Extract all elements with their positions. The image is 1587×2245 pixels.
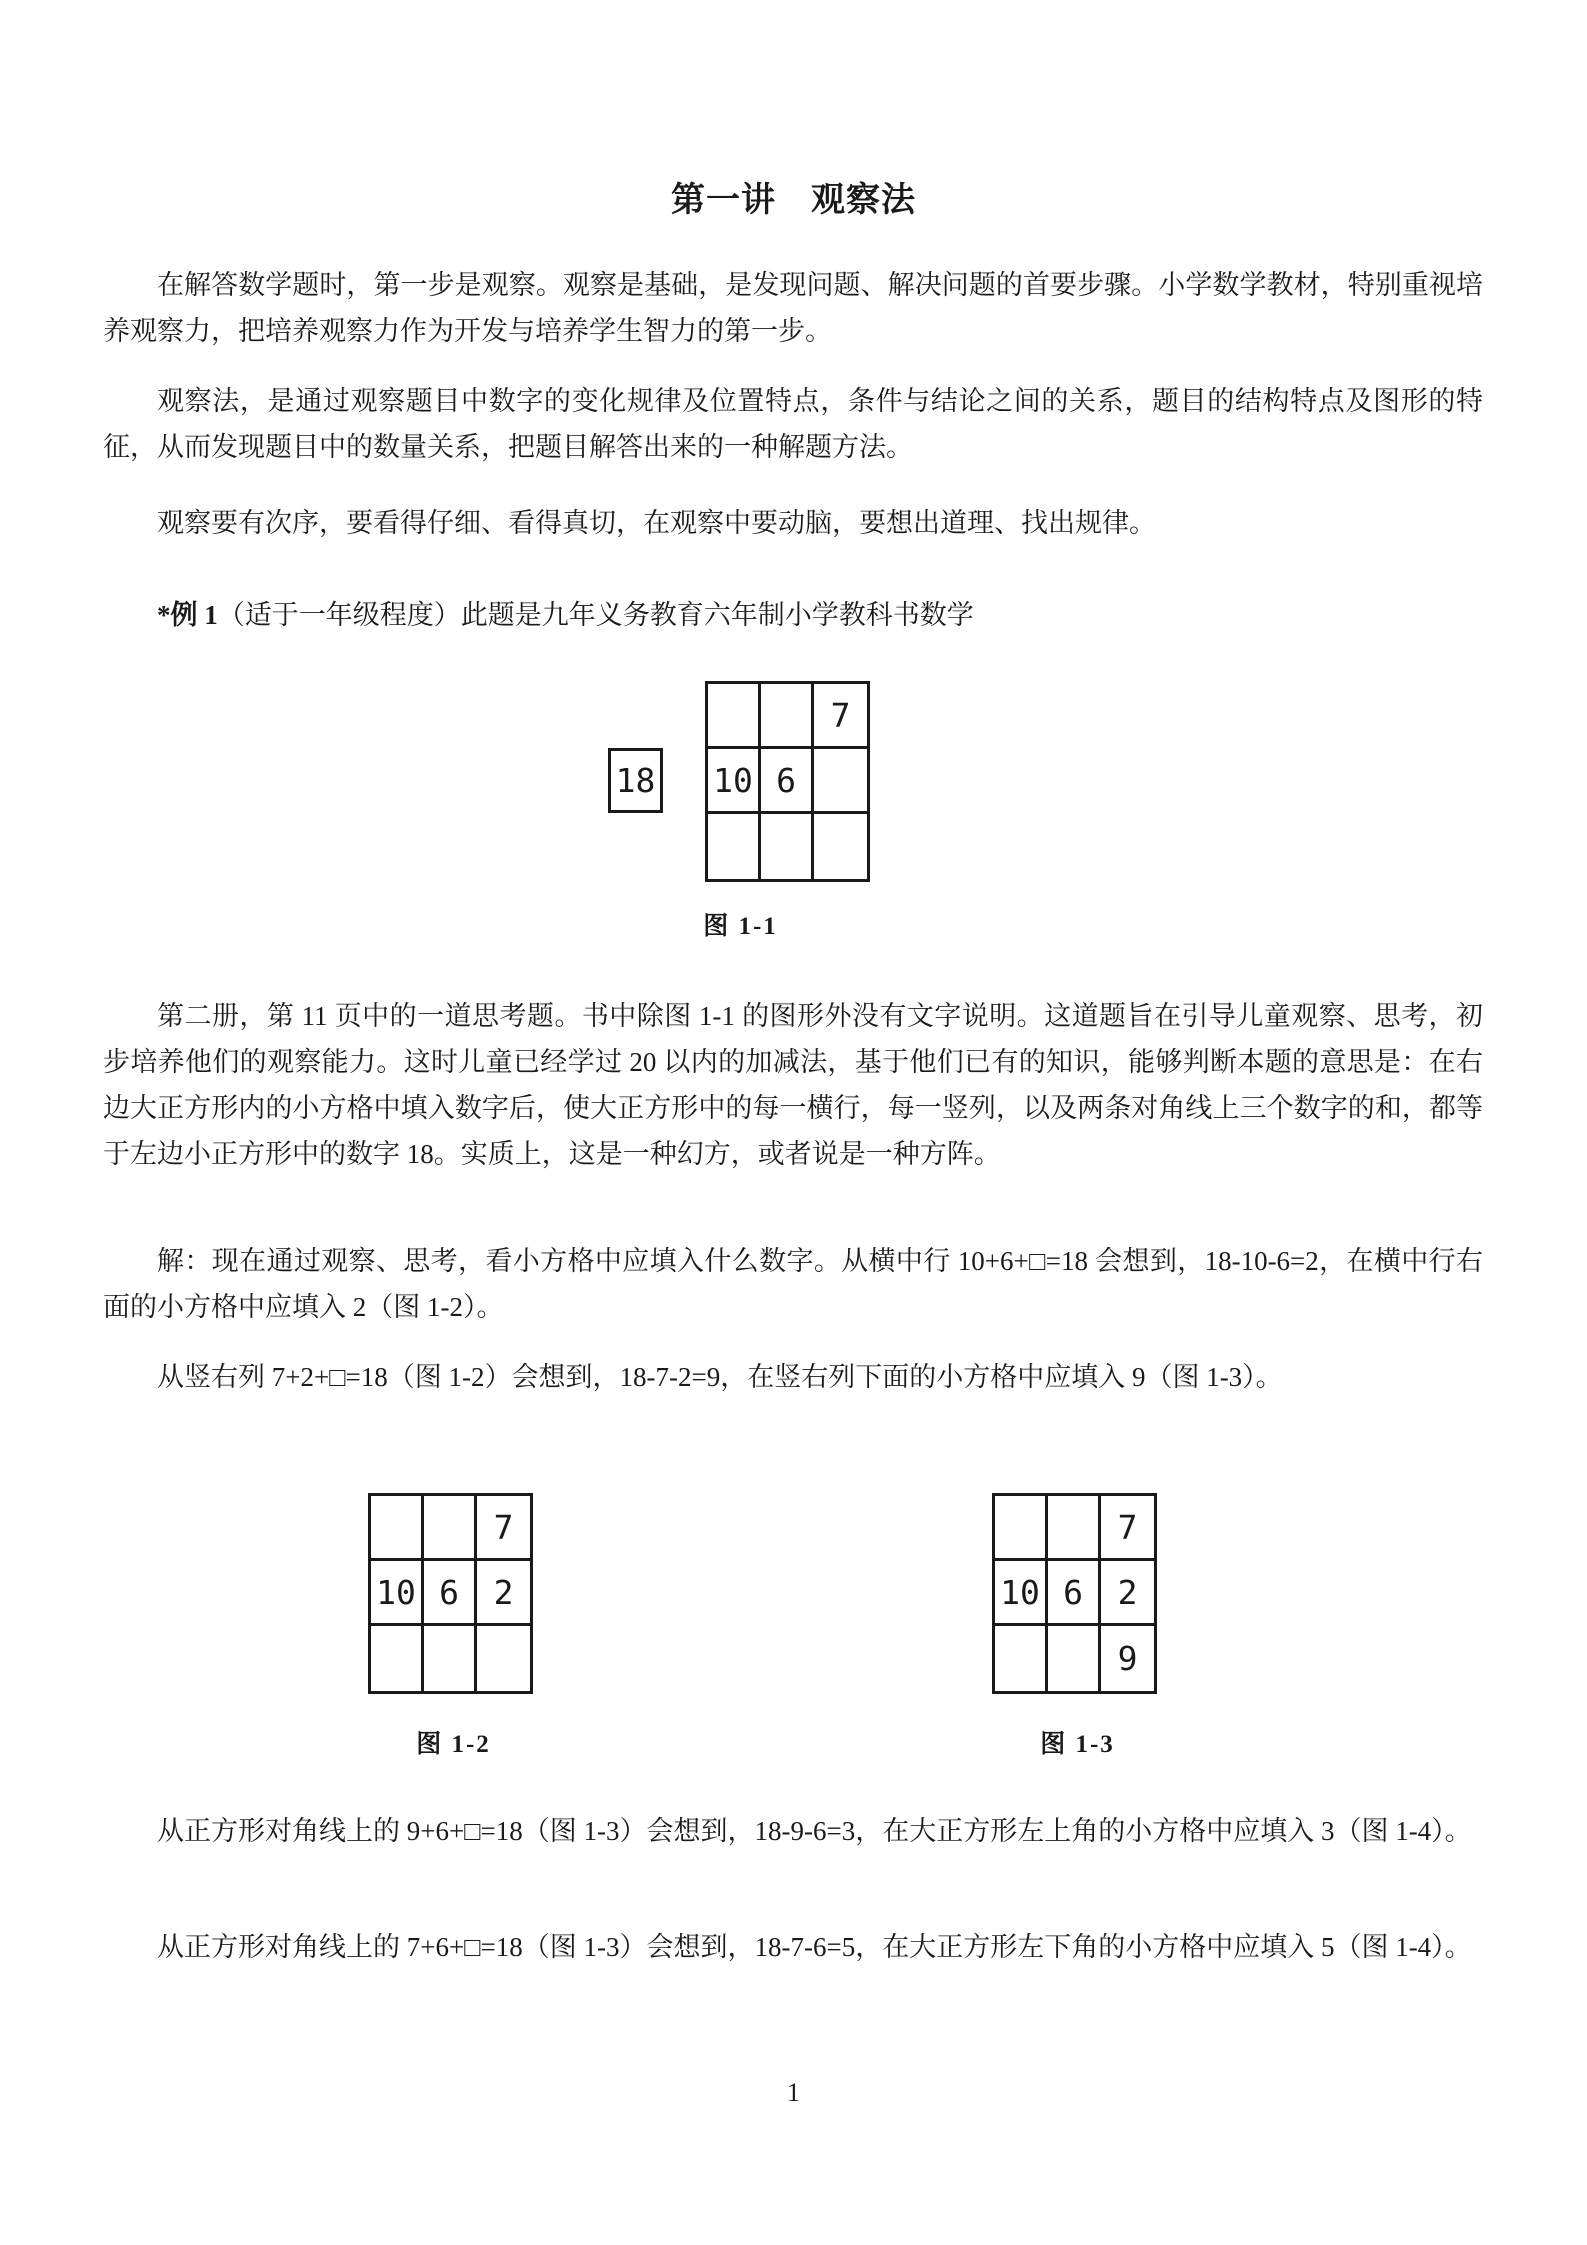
grid-cell: 6: [761, 749, 814, 814]
grid-cell: [814, 814, 867, 879]
paragraph-observation-advice: 观察要有次序，要看得仔细、看得真切，在观察中要动脑，要想出道理、找出规律。: [157, 508, 1156, 538]
figure-1-1-caption: 图 1-1: [703, 913, 778, 940]
grid-cell: [371, 1496, 424, 1561]
grid-cell: 10: [371, 1561, 424, 1626]
figure-1-3-caption: 图 1-3: [1040, 1731, 1115, 1758]
grid-cell: [1048, 1626, 1101, 1691]
example-1-text: （适于一年级程度）此题是九年义务教育六年制小学教科书数学: [217, 600, 974, 630]
page-number: 1: [787, 2078, 800, 2107]
figure-1-1-sum-box: 18: [608, 748, 663, 813]
grid-cell: 7: [1101, 1496, 1154, 1561]
grid-cell: 10: [995, 1561, 1048, 1626]
grid-cell: 10: [708, 749, 761, 814]
figure-1-3-grid: [992, 1493, 1157, 1694]
grid-cell: 2: [1101, 1561, 1154, 1626]
figure-1-2-caption: 图 1-2: [416, 1731, 491, 1758]
grid-cell: 2: [477, 1561, 530, 1626]
grid-cell: 9: [1117, 1639, 1138, 1678]
paragraph-problem-description: 第二册，第 11 页中的一道思考题。书中除图 1-1 的图形外没有文字说明。这道题旨在引导儿童观察、思考，初步培养他们的观察能力。这时儿童已经学过 20 以内的加减法，基于他们已有的知识，能够判断本题的意思是：在右边大正方形内的小方格中填入数字后，使大正方形中的每一横行，每一竖列，以及两条对角线上三个数字的和，都等于左边小正方形中的数字 18。实质上，这是一种幻方，或者说是一种方阵。: [103, 1001, 1483, 1169]
figure-1-1-grid: [705, 681, 870, 882]
grid-cell: [995, 1626, 1048, 1691]
grid-cell: 6: [424, 1561, 477, 1626]
paragraph-intro: 在解答数学题时，第一步是观察。观察是基础，是发现问题、解决问题的首要步骤。小学数学教材，特别重视培养观察力，把培养观察力作为开发与培养学生智力的第一步。: [103, 270, 1483, 346]
paragraph-solution-step-2: 从竖右列 7+2+□=18（图 1-2）会想到，18-7-2=9，在竖右列下面的小方格中应填入 9（图 1-3）。: [157, 1362, 1283, 1392]
grid-cell: [708, 814, 761, 879]
grid-cell: [761, 814, 814, 879]
paragraph-solution-step-3: 从正方形对角线上的 9+6+□=18（图 1-3）会想到，18-9-6=3，在大正方形左上角的小方格中应填入 3（图 1-4）。: [157, 1816, 1472, 1846]
grid-cell: [371, 1626, 424, 1691]
grid-cell: [708, 684, 761, 749]
grid-cell: [424, 1496, 477, 1561]
grid-cell: 7: [477, 1496, 530, 1561]
grid-cell: [761, 684, 814, 749]
figure-1-2-grid: [368, 1493, 533, 1694]
paragraph-method-definition: 观察法，是通过观察题目中数字的变化规律及位置特点，条件与结论之间的关系，题目的结构特点及图形的特征，从而发现题目中的数量关系，把题目解答出来的一种解题方法。: [103, 386, 1483, 462]
page-title: 第一讲 观察法: [671, 182, 916, 219]
grid-cell: 7: [814, 684, 867, 749]
example-1-label: *例 1: [157, 600, 218, 630]
paragraph-solution-step-1: 解：现在通过观察、思考，看小方格中应填入什么数字。从横中行 10+6+□=18 会想到，18-10-6=2，在横中行右面的小方格中应填入 2（图 1-2）。: [103, 1246, 1483, 1322]
paragraph-example-1: [103, 592, 1483, 638]
grid-cell: [814, 749, 867, 814]
grid-cell: [424, 1626, 477, 1691]
grid-cell: [1048, 1496, 1101, 1561]
grid-cell: [477, 1626, 530, 1691]
grid-cell: [995, 1496, 1048, 1561]
grid-cell: 6: [1048, 1561, 1101, 1626]
paragraph-solution-step-4: 从正方形对角线上的 7+6+□=18（图 1-3）会想到，18-7-6=5，在大正方形左下角的小方格中应填入 5（图 1-4）。: [157, 1932, 1472, 1962]
